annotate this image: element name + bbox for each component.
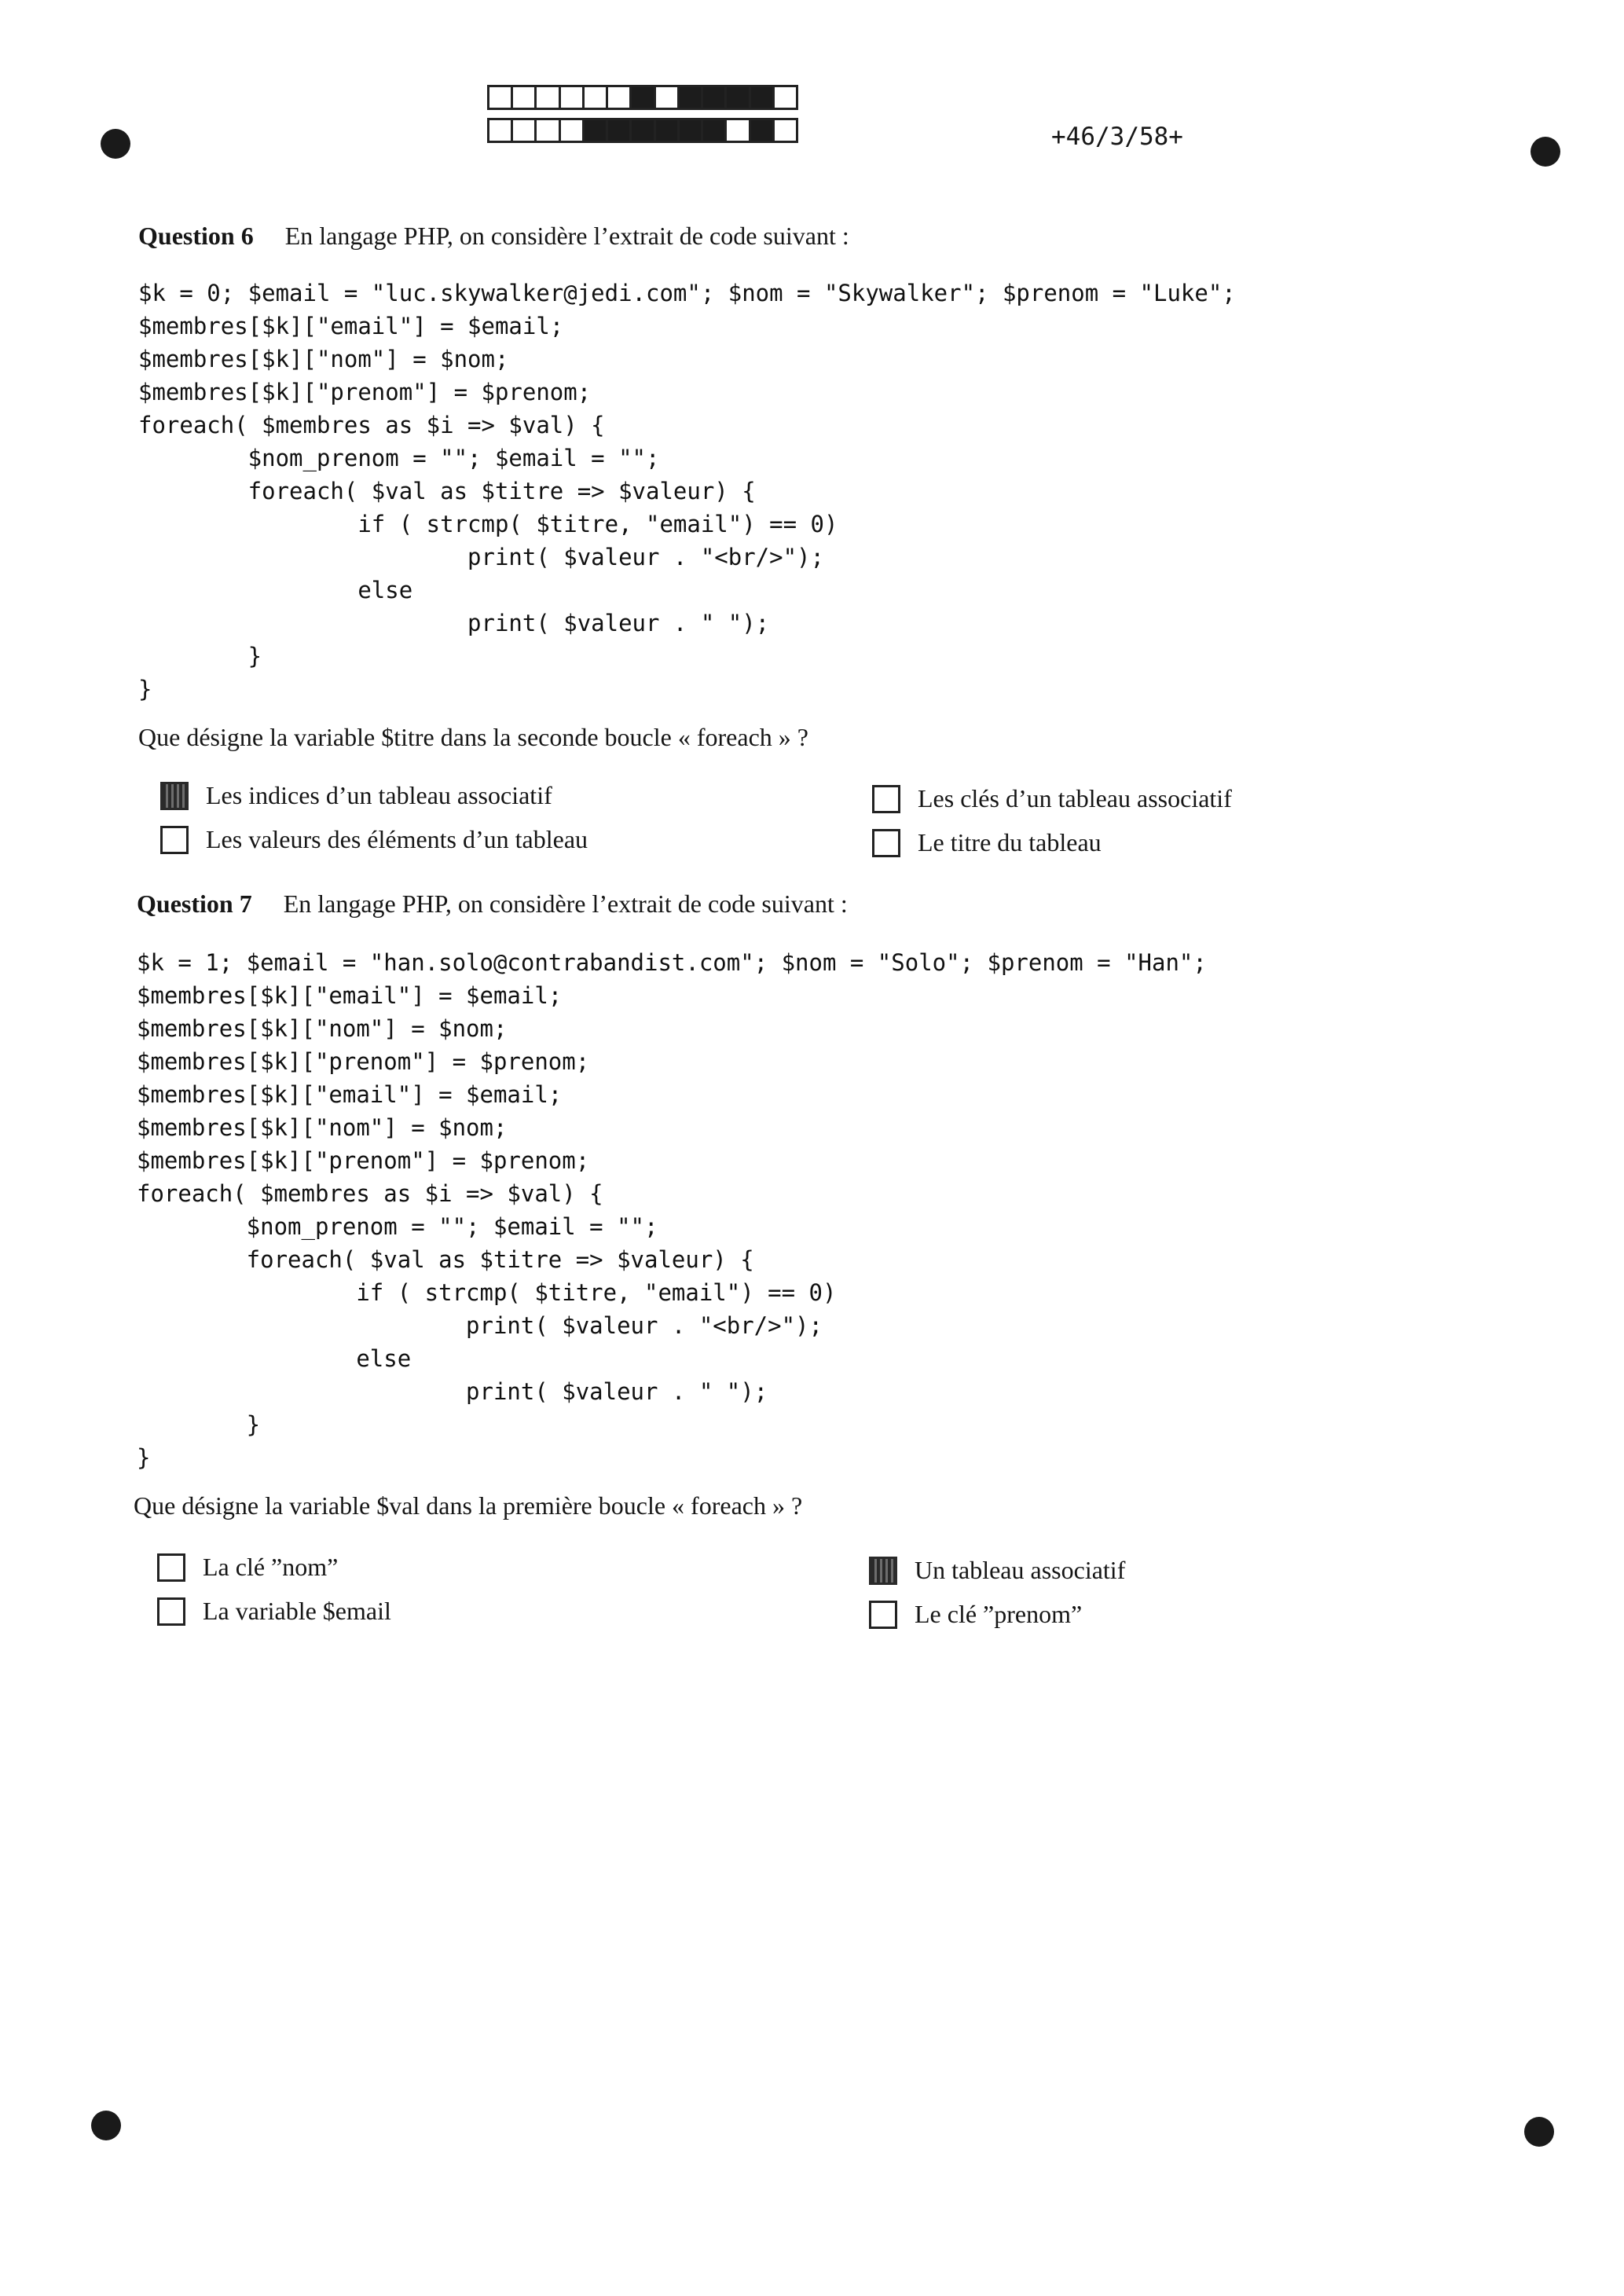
answer-option[interactable]: [869, 1600, 1082, 1629]
barcode-cell: [775, 120, 796, 141]
answer-checkbox[interactable]: [869, 1557, 897, 1585]
registration-mark: [91, 2111, 121, 2140]
question-6-header: [138, 222, 849, 251]
code-block-q6: $k = 0; $email = "luc.skywalker@jedi.com"; $nom = "Skywalker"; $prenom = "Luke"; $membres[$k]["email"] = $email; $membres[$k]["nom"] = $nom; $membres[$k]["prenom"] = $prenom; foreach( $membres as $i => $val) { $nom_prenom = ""; $email = ""; foreach( $val as $titre => $valeur) { if ( strcmp( $titre, "email") == 0) print( $valeur . "<br/>"); else print( $valeur . " "); } }: [138, 280, 1236, 702]
barcode-cell: [632, 87, 655, 108]
answer-option[interactable]: [160, 825, 588, 854]
page-barcode: [487, 85, 798, 151]
page-id: +46/3/58+: [1051, 123, 1183, 151]
answer-option[interactable]: [157, 1597, 391, 1626]
barcode-cell: [537, 120, 560, 141]
answer-label: Les indices d’un tableau associatif: [206, 781, 552, 809]
barcode-cell: [632, 120, 655, 141]
answer-checkbox[interactable]: [160, 826, 189, 854]
barcode-cell: [513, 87, 537, 108]
barcode-row: [487, 118, 798, 143]
answer-label: Le clé ”prenom”: [915, 1600, 1083, 1628]
answer-option[interactable]: [872, 784, 1232, 813]
answer-label: Les clés d’un tableau associatif: [918, 784, 1232, 812]
barcode-cell: [656, 87, 680, 108]
barcode-cell: [680, 120, 703, 141]
answer-checkbox[interactable]: [872, 829, 900, 857]
barcode-cell: [656, 120, 680, 141]
answer-checkbox[interactable]: [869, 1601, 897, 1629]
barcode-cell: [775, 87, 796, 108]
barcode-cell: [727, 120, 750, 141]
answer-checkbox[interactable]: [872, 785, 900, 813]
registration-mark: [1531, 137, 1560, 167]
answer-label: La clé ”nom”: [203, 1553, 339, 1581]
barcode-cell: [513, 120, 537, 141]
answer-label: Un tableau associatif: [915, 1556, 1126, 1584]
answer-label: La variable $email: [203, 1597, 391, 1625]
barcode-cell: [608, 87, 632, 108]
question-label: Question 7: [137, 889, 252, 918]
barcode-cell: [703, 120, 727, 141]
barcode-cell: [561, 87, 585, 108]
answer-option[interactable]: [160, 781, 552, 810]
barcode-row: [487, 85, 798, 110]
barcode-cell: [561, 120, 585, 141]
barcode-cell: [489, 87, 513, 108]
answer-checkbox[interactable]: [160, 782, 189, 810]
barcode-cell: [608, 120, 632, 141]
question-6-prompt: Que désigne la variable $titre dans la seconde boucle « foreach » ?: [138, 723, 808, 751]
question-text: En langage PHP, on considère l’extrait de code suivant :: [283, 889, 848, 918]
question-7-prompt: Que désigne la variable $val dans la première boucle « foreach » ?: [134, 1491, 803, 1520]
answer-checkbox[interactable]: [157, 1597, 185, 1626]
question-text: En langage PHP, on considère l’extrait de code suivant :: [284, 222, 849, 250]
barcode-cell: [703, 87, 727, 108]
barcode-cell: [680, 87, 703, 108]
answer-option[interactable]: [869, 1556, 1125, 1585]
answer-option[interactable]: [157, 1553, 338, 1582]
barcode-cell: [585, 120, 608, 141]
question-7-header: [137, 889, 848, 919]
answer-option[interactable]: [872, 828, 1102, 857]
answer-label: Le titre du tableau: [918, 828, 1102, 856]
barcode-cell: [751, 120, 775, 141]
registration-mark: [101, 129, 130, 159]
barcode-cell: [751, 87, 775, 108]
barcode-cell: [537, 87, 560, 108]
barcode-cell: [585, 87, 608, 108]
answer-checkbox[interactable]: [157, 1553, 185, 1582]
barcode-cell: [727, 87, 750, 108]
code-block-q7: $k = 1; $email = "han.solo@contrabandist.com"; $nom = "Solo"; $prenom = "Han"; $membres[$k]["email"] = $email; $membres[$k]["nom"] = $nom; $membres[$k]["prenom"] = $prenom; $membres[$k]["email"] = $email; $membres[$k]["nom"] = $nom; $membres[$k]["prenom"] = $prenom; foreach( $membres as $i => $val) { $nom_prenom = ""; $email = ""; foreach( $val as $titre => $valeur) { if ( strcmp( $titre, "email") == 0) print( $valeur . "<br/>"); else print( $valeur . " "); } }: [137, 949, 1207, 1471]
question-label: Question 6: [138, 222, 254, 250]
answer-label: Les valeurs des éléments d’un tableau: [206, 825, 588, 853]
barcode-cell: [489, 120, 513, 141]
registration-mark: [1524, 2117, 1554, 2147]
